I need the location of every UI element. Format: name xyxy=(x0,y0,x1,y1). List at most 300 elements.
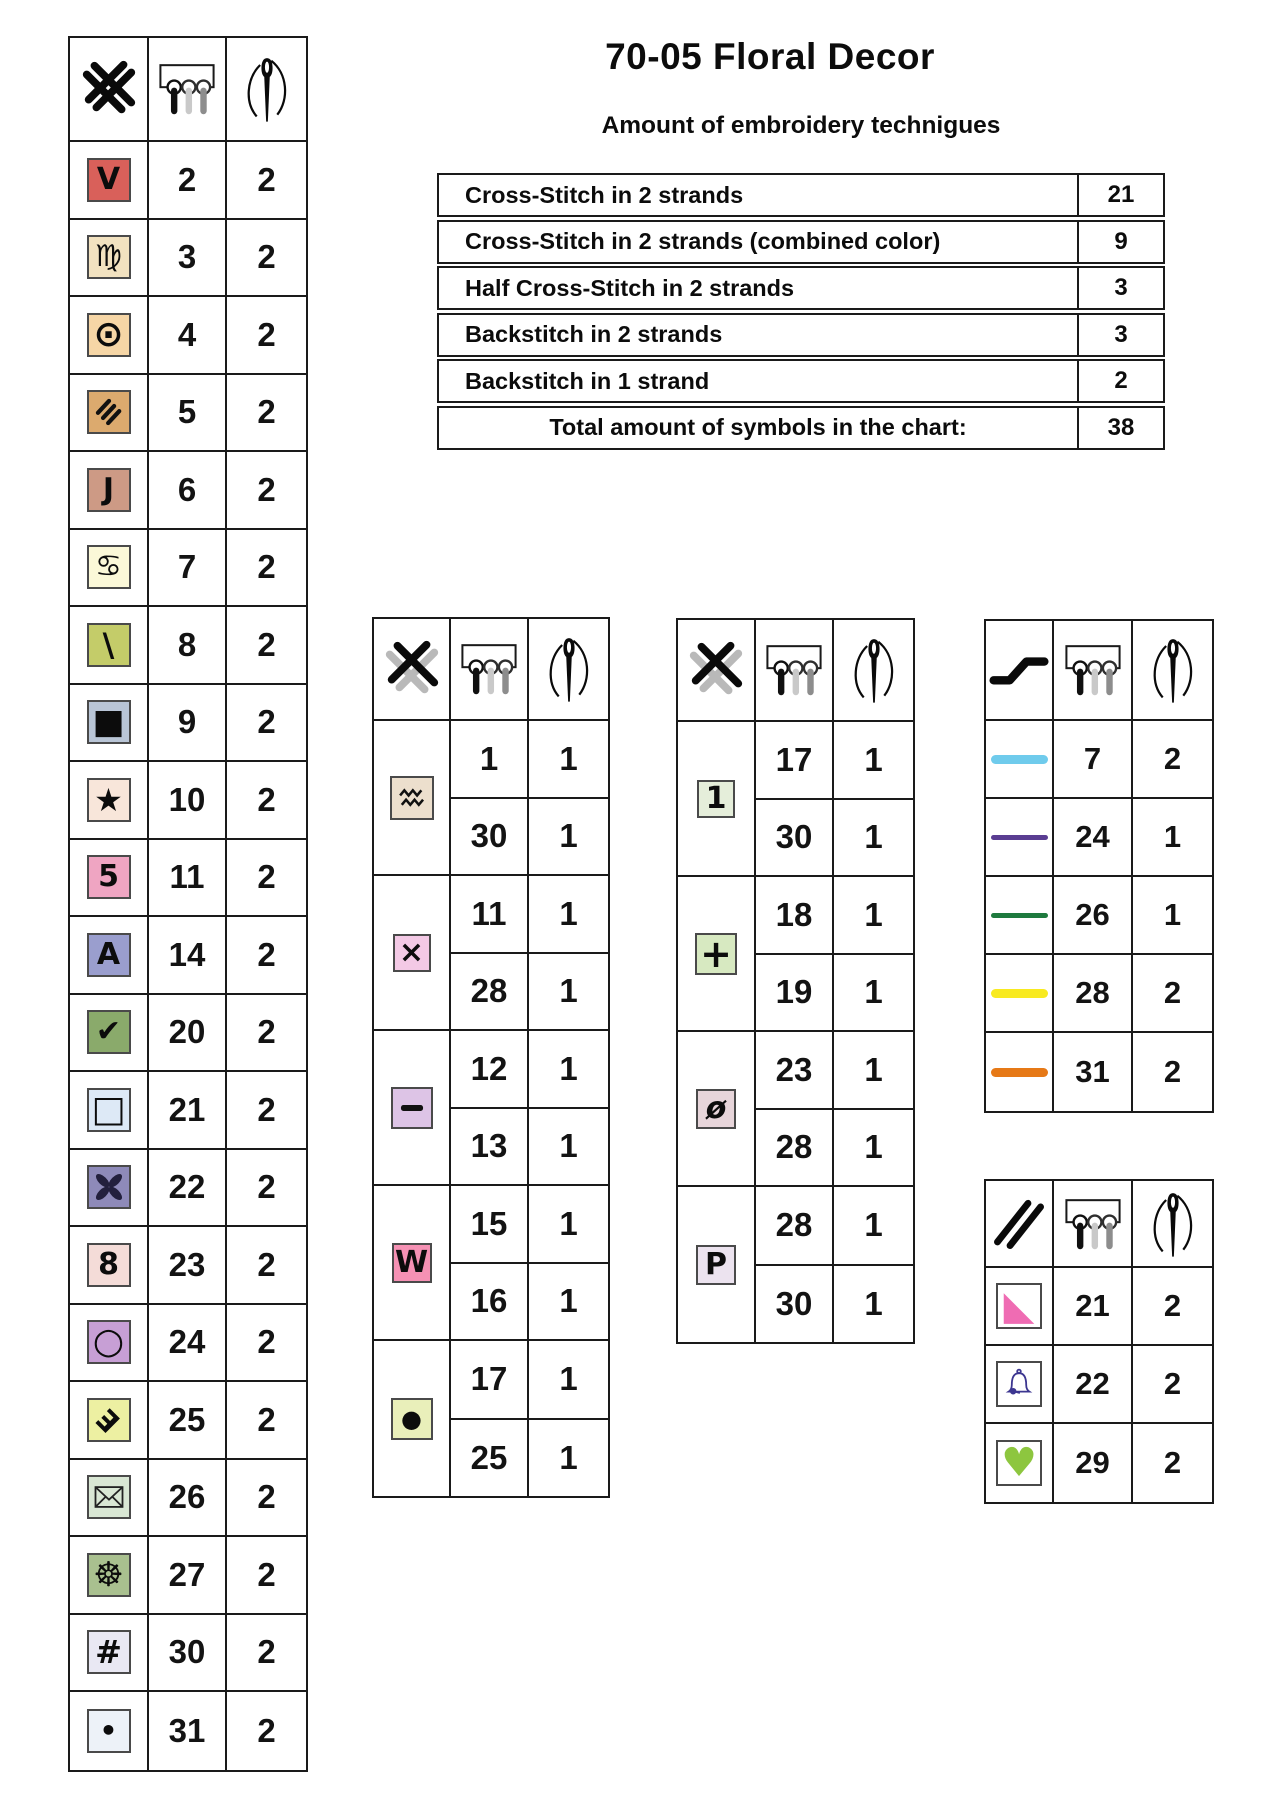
strand-count: 1 xyxy=(864,740,883,778)
thread-number: 17 xyxy=(470,1360,508,1398)
symbol-cell xyxy=(70,607,149,683)
thread-number: 20 xyxy=(168,1013,206,1051)
thread-number-cell xyxy=(451,721,529,797)
symbol-glyph: 5 xyxy=(98,859,119,895)
symbol-swatch xyxy=(87,933,131,977)
strand-count: 2 xyxy=(257,470,276,508)
thread-number-cell xyxy=(1054,1346,1133,1422)
half-cross-legend-table xyxy=(984,1179,1214,1504)
strand-count: 2 xyxy=(257,315,276,353)
strand-count: 2 xyxy=(257,858,276,896)
symbol-glyph: ♥ xyxy=(1001,1440,1037,1486)
symbol-swatch xyxy=(87,468,131,512)
strand-count: 1 xyxy=(864,895,883,933)
legend-row xyxy=(70,1227,306,1305)
thread-number: 7 xyxy=(1083,741,1102,776)
symbol-cell xyxy=(70,1227,149,1303)
thread-number: 17 xyxy=(775,740,813,778)
symbol-cell xyxy=(678,877,756,1030)
strand-count-cell xyxy=(227,1615,306,1691)
backstitch-color-line xyxy=(991,913,1048,918)
combined-color-table-1 xyxy=(372,617,610,1498)
page-title: 70-05 Floral Decor xyxy=(605,36,935,77)
symbol-glyph: E xyxy=(89,1401,127,1439)
header-cell xyxy=(1133,621,1212,719)
symbol-cell xyxy=(374,1031,451,1184)
symbol-glyph: ★ xyxy=(94,780,123,819)
needle-strands-icon xyxy=(850,635,898,705)
legend-row xyxy=(986,1346,1212,1424)
strand-count: 2 xyxy=(257,1555,276,1593)
strand-count-cell xyxy=(1133,1268,1212,1344)
legend-row xyxy=(451,1264,608,1340)
symbol-cell xyxy=(70,917,149,993)
strand-count-cell xyxy=(227,220,306,296)
thread-number-cell xyxy=(451,1420,529,1497)
legend-row xyxy=(756,1032,913,1110)
technique-row xyxy=(437,359,1165,403)
legend-row xyxy=(70,1692,306,1770)
thread-number-cell xyxy=(149,1382,227,1458)
thread-colors-icon xyxy=(1060,643,1126,697)
needle-strands-icon xyxy=(1149,1189,1197,1259)
thread-number: 30 xyxy=(168,1633,206,1671)
thread-number-cell xyxy=(1054,1033,1133,1111)
backstitch-color-line xyxy=(991,1068,1048,1077)
backstitch-line-icon xyxy=(989,649,1049,691)
backstitch-color-line xyxy=(991,755,1048,764)
symbol-glyph: P xyxy=(705,1246,727,1282)
strand-count-cell xyxy=(1133,1033,1212,1111)
header-cell xyxy=(227,38,306,140)
thread-number-cell xyxy=(756,800,834,876)
symbol-cell xyxy=(986,799,1054,875)
symbol-glyph: ○ xyxy=(92,1321,125,1363)
legend-row xyxy=(70,297,306,375)
symbol-glyph: □ xyxy=(91,1088,126,1130)
strand-count: 1 xyxy=(1163,897,1182,932)
symbol-group xyxy=(678,1187,913,1342)
strand-count-cell xyxy=(227,607,306,683)
symbol-group xyxy=(678,1032,913,1187)
thread-number-cell xyxy=(149,1692,227,1770)
legend-row xyxy=(70,1382,306,1460)
symbol-cell xyxy=(986,955,1054,1031)
legend-row xyxy=(756,877,913,955)
technique-label: Backstitch in 2 strands xyxy=(465,321,723,347)
thread-number-cell xyxy=(149,1537,227,1613)
technique-count: 21 xyxy=(1077,175,1163,215)
strand-count-cell xyxy=(227,917,306,993)
group-entries xyxy=(451,1031,608,1184)
thread-number: 16 xyxy=(470,1282,508,1320)
thread-number: 21 xyxy=(1075,1288,1110,1323)
strand-count-cell xyxy=(834,1110,913,1186)
thread-number: 22 xyxy=(168,1168,206,1206)
symbol-swatch xyxy=(996,1440,1042,1486)
thread-number: 29 xyxy=(1075,1445,1110,1480)
legend-row xyxy=(451,1420,608,1497)
legend-row xyxy=(451,721,608,799)
strand-count: 2 xyxy=(1163,1054,1182,1089)
strand-count: 2 xyxy=(1163,1288,1182,1323)
header-cell xyxy=(451,619,529,719)
thread-number: 25 xyxy=(470,1438,508,1476)
group-entries xyxy=(756,1187,913,1342)
strand-count-cell xyxy=(529,1341,608,1418)
strand-count-cell xyxy=(227,1537,306,1613)
strand-count: 1 xyxy=(864,973,883,1011)
strand-count-cell xyxy=(227,1460,306,1536)
symbol-cell xyxy=(374,1341,451,1496)
legend-row xyxy=(986,1033,1212,1111)
symbol-swatch xyxy=(87,1630,131,1674)
header-cell xyxy=(374,619,451,719)
legend-row xyxy=(756,1266,913,1343)
strand-count-cell xyxy=(227,297,306,373)
strand-count-cell xyxy=(227,142,306,218)
strand-count-cell xyxy=(227,1382,306,1458)
thread-number: 9 xyxy=(177,703,197,741)
legend-row xyxy=(756,800,913,876)
symbol-glyph: + xyxy=(700,931,732,976)
strand-count: 2 xyxy=(257,1245,276,1283)
symbol-cell xyxy=(70,762,149,838)
symbol-swatch xyxy=(390,776,434,820)
symbol-cell xyxy=(374,721,451,874)
legend-row xyxy=(756,722,913,800)
symbol-cell xyxy=(374,876,451,1029)
envelope-icon xyxy=(91,1479,127,1515)
thread-number-cell xyxy=(451,799,529,875)
thread-colors-icon xyxy=(1060,1197,1126,1251)
symbol-glyph: # xyxy=(95,1633,122,1672)
legend-row xyxy=(451,1186,608,1264)
header-cell xyxy=(756,620,834,720)
header-cell xyxy=(529,619,608,719)
strand-count: 2 xyxy=(257,1168,276,1206)
thread-number: 30 xyxy=(775,818,813,856)
strand-count-cell xyxy=(529,1420,608,1497)
bell-icon xyxy=(1001,1366,1037,1402)
strand-count-cell xyxy=(227,1150,306,1226)
thread-number: 18 xyxy=(775,895,813,933)
backstitch-legend-table xyxy=(984,619,1214,1113)
strand-count: 2 xyxy=(257,548,276,586)
thread-number: 11 xyxy=(169,858,205,896)
legend-row xyxy=(986,1424,1212,1502)
strand-count: 2 xyxy=(257,1013,276,1051)
header-cell xyxy=(70,38,149,140)
symbol-glyph: ✔ xyxy=(95,1014,122,1050)
thread-number: 6 xyxy=(177,470,197,508)
strand-count: 1 xyxy=(864,1206,883,1244)
symbol-swatch xyxy=(87,1088,131,1132)
symbol-cell xyxy=(986,1268,1054,1344)
strand-count: 1 xyxy=(559,894,578,932)
strand-count: 2 xyxy=(257,935,276,973)
strand-count-cell xyxy=(227,1305,306,1381)
thread-number-cell xyxy=(451,876,529,952)
strand-count: 2 xyxy=(1163,1445,1182,1480)
strand-count-cell xyxy=(1133,1346,1212,1422)
symbol-cell xyxy=(70,1537,149,1613)
strand-count: 2 xyxy=(257,703,276,741)
group-entries xyxy=(451,876,608,1029)
group-entries xyxy=(451,721,608,874)
strand-count: 1 xyxy=(559,1204,578,1242)
strand-count: 2 xyxy=(257,1711,276,1749)
symbol-cell xyxy=(70,297,149,373)
symbol-glyph: J xyxy=(102,471,115,507)
strand-count-cell xyxy=(834,722,913,798)
strand-count: 2 xyxy=(1163,1366,1182,1401)
thread-number-cell xyxy=(1054,1268,1133,1344)
symbol-cell xyxy=(70,1305,149,1381)
thread-number: 3 xyxy=(177,238,197,276)
legend-row xyxy=(70,1150,306,1228)
symbol-swatch xyxy=(392,1243,432,1283)
thread-number: 1 xyxy=(479,739,499,777)
symbol-swatch xyxy=(391,1398,433,1440)
legend-header xyxy=(70,38,306,142)
thread-number-cell xyxy=(149,452,227,528)
thread-number: 13 xyxy=(470,1127,508,1165)
strand-count: 2 xyxy=(257,1090,276,1128)
thread-number-cell xyxy=(149,917,227,993)
legend-row xyxy=(70,607,306,685)
legend-row xyxy=(70,995,306,1073)
thread-number: 30 xyxy=(470,817,508,855)
symbol-glyph: ø xyxy=(705,1090,727,1126)
symbol-glyph: ☸ xyxy=(93,1554,124,1595)
technique-row xyxy=(437,313,1165,357)
technique-count: 2 xyxy=(1077,361,1163,401)
symbol-cell xyxy=(70,995,149,1071)
strand-count: 2 xyxy=(257,393,276,431)
strand-count-cell xyxy=(834,800,913,876)
strand-count: 2 xyxy=(257,1478,276,1516)
thread-number-cell xyxy=(756,1187,834,1264)
strand-count-cell xyxy=(227,1692,306,1770)
symbol-group xyxy=(374,1341,608,1496)
legend-row xyxy=(70,142,306,220)
thread-number: 2 xyxy=(177,160,197,198)
symbol-swatch xyxy=(87,545,131,589)
symbol-swatch xyxy=(696,1089,736,1129)
legend-row xyxy=(986,877,1212,955)
symbol-swatch xyxy=(696,1245,736,1285)
symbol-cell xyxy=(986,1033,1054,1111)
symbol-group xyxy=(374,1031,608,1186)
legend-row xyxy=(70,1460,306,1538)
symbol-cell xyxy=(70,1692,149,1770)
thread-colors-icon xyxy=(154,62,220,116)
thread-number: 22 xyxy=(1075,1366,1110,1401)
strand-count-cell xyxy=(529,1264,608,1340)
symbol-cell xyxy=(70,530,149,606)
strand-count-cell xyxy=(529,1186,608,1262)
thread-colors-icon xyxy=(456,642,522,696)
header-cell xyxy=(1133,1181,1212,1266)
legend-header xyxy=(986,621,1212,721)
thread-number: 5 xyxy=(177,393,197,431)
thread-number: 31 xyxy=(1075,1054,1110,1089)
thread-number: 31 xyxy=(168,1711,206,1749)
symbol-cell xyxy=(70,1072,149,1148)
technique-label: Half Cross-Stitch in 2 strands xyxy=(465,274,795,301)
legend-row xyxy=(756,1110,913,1186)
symbol-swatch xyxy=(87,390,131,434)
thread-number-cell xyxy=(149,1615,227,1691)
symbol-group xyxy=(678,877,913,1032)
symbol-swatch xyxy=(695,933,737,975)
group-entries xyxy=(756,1032,913,1185)
symbol-cell xyxy=(70,1615,149,1691)
symbol-glyph: \ xyxy=(102,625,115,664)
symbol-cell xyxy=(70,452,149,528)
four-leaf-icon xyxy=(91,1169,127,1205)
triple-slash-icon xyxy=(92,395,126,429)
symbol-group xyxy=(678,722,913,877)
header-cell xyxy=(986,621,1054,719)
strand-count-cell xyxy=(227,995,306,1071)
strand-count-cell xyxy=(834,877,913,953)
techniques-title: Amount of embroidery technigues xyxy=(601,112,1001,139)
thread-number-cell xyxy=(149,142,227,218)
symbol-swatch xyxy=(87,158,131,202)
strand-count: 2 xyxy=(257,238,276,276)
header-cell xyxy=(986,1181,1054,1266)
symbol-glyph: ⊙ xyxy=(93,313,124,355)
symbol-cell xyxy=(678,1187,756,1342)
strand-count-cell xyxy=(227,530,306,606)
legend-row xyxy=(70,762,306,840)
symbol-glyph: A xyxy=(96,936,121,972)
symbol-swatch xyxy=(393,934,431,972)
cross-x-solid-icon xyxy=(78,58,140,120)
symbol-cell xyxy=(678,722,756,875)
thread-number-cell xyxy=(1054,799,1133,875)
needle-strands-icon xyxy=(1149,635,1197,705)
symbol-swatch xyxy=(87,1320,131,1364)
technique-label: Total amount of symbols in the chart: xyxy=(549,414,967,440)
symbol-glyph: × xyxy=(398,934,425,970)
thread-colors-icon xyxy=(761,643,827,697)
thread-number-cell xyxy=(451,1109,529,1185)
thread-number-cell xyxy=(1054,721,1133,797)
symbol-swatch xyxy=(87,623,131,667)
strand-count: 2 xyxy=(257,780,276,818)
legend-row xyxy=(451,954,608,1030)
symbol-swatch xyxy=(87,700,131,744)
symbol-swatch xyxy=(996,1361,1042,1407)
symbol-cell xyxy=(374,1186,451,1339)
strand-count-cell xyxy=(529,799,608,875)
strand-count-cell xyxy=(227,685,306,761)
symbol-swatch xyxy=(391,1087,433,1129)
strand-count-cell xyxy=(1133,955,1212,1031)
strand-count: 2 xyxy=(257,1323,276,1361)
strand-count-cell xyxy=(227,452,306,528)
strand-count: 2 xyxy=(1163,975,1182,1010)
symbol-swatch xyxy=(87,1709,131,1753)
thread-number-cell xyxy=(149,1150,227,1226)
header-cell xyxy=(1054,621,1133,719)
thread-number: 30 xyxy=(775,1284,813,1322)
technique-row xyxy=(437,173,1165,217)
legend-row xyxy=(70,1537,306,1615)
legend-row xyxy=(70,452,306,530)
thread-number: 28 xyxy=(775,1128,813,1166)
legend-row xyxy=(70,685,306,763)
symbol-cell xyxy=(70,840,149,916)
technique-row xyxy=(437,220,1165,264)
strand-count: 1 xyxy=(559,1438,578,1476)
needle-strands-icon xyxy=(545,634,593,704)
thread-number: 21 xyxy=(168,1090,206,1128)
strand-count: 1 xyxy=(559,1360,578,1398)
needle-strands-icon xyxy=(243,54,291,124)
thread-number-cell xyxy=(149,375,227,451)
technique-count: 3 xyxy=(1077,268,1163,308)
strand-count-cell xyxy=(1133,799,1212,875)
symbol-cell xyxy=(678,1032,756,1185)
thread-number: 15 xyxy=(470,1204,508,1242)
technique-count: 3 xyxy=(1077,315,1163,355)
thread-number: 14 xyxy=(168,935,206,973)
legend-row xyxy=(986,721,1212,799)
legend-header xyxy=(374,619,608,721)
strand-count: 2 xyxy=(1163,741,1182,776)
group-entries xyxy=(451,1186,608,1339)
strand-count: 1 xyxy=(864,1284,883,1322)
thread-number-cell xyxy=(451,1031,529,1107)
strand-count: 1 xyxy=(864,818,883,856)
strand-count-cell xyxy=(834,1266,913,1343)
thread-number: 26 xyxy=(168,1478,206,1516)
thread-number: 26 xyxy=(1075,897,1110,932)
strand-count: 1 xyxy=(559,739,578,777)
symbol-cell xyxy=(70,685,149,761)
thread-number: 23 xyxy=(168,1245,206,1283)
symbol-glyph: • xyxy=(99,1713,118,1747)
strand-count-cell xyxy=(1133,1424,1212,1502)
strand-count: 2 xyxy=(257,625,276,663)
symbol-swatch xyxy=(87,313,131,357)
symbol-glyph: 1 xyxy=(705,780,727,816)
thread-number-cell xyxy=(1054,877,1133,953)
thread-number-cell xyxy=(451,1264,529,1340)
thread-number: 10 xyxy=(168,780,206,818)
thread-number: 11 xyxy=(471,894,507,932)
strand-count: 1 xyxy=(1163,819,1182,854)
symbol-glyph: ■ xyxy=(92,702,125,743)
legend-row xyxy=(70,917,306,995)
thread-number: 7 xyxy=(177,548,197,586)
thread-number: 19 xyxy=(775,973,813,1011)
symbol-swatch xyxy=(87,1398,131,1442)
thread-number-cell xyxy=(756,955,834,1031)
symbol-swatch xyxy=(87,855,131,899)
cross-stitch-legend-table xyxy=(68,36,308,1772)
strand-count: 1 xyxy=(559,1127,578,1165)
strand-count: 1 xyxy=(559,1049,578,1087)
thread-number-cell xyxy=(756,1266,834,1343)
header-cell xyxy=(1054,1181,1133,1266)
symbol-cell xyxy=(986,721,1054,797)
strand-count: 2 xyxy=(257,1633,276,1671)
